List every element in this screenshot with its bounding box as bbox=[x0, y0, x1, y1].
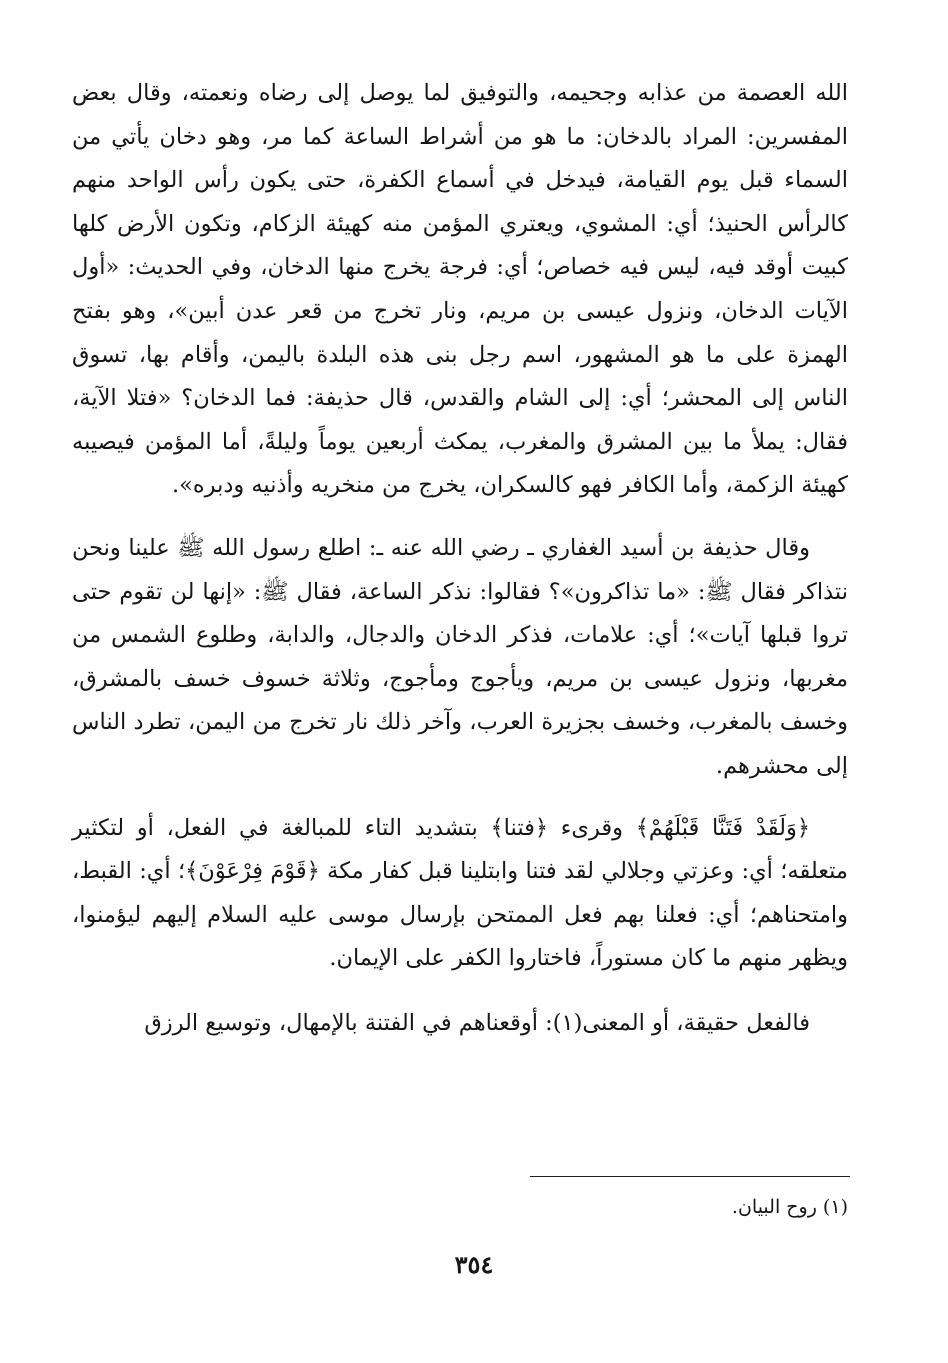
footnote-divider bbox=[530, 1176, 850, 1177]
paragraph-4: فالفعل حقيقة، أو المعنى(١): أوقعناهم في الفتنة بالإمهال، وتوسيع الرزق bbox=[144, 1009, 810, 1036]
main-text-block bbox=[72, 72, 848, 1045]
footnote: (١) روح البيان. bbox=[731, 1196, 848, 1218]
paragraph-3: ﴿وَلَقَدْ فَتَنَّا قَبْلَهُمْ﴾ وقرىء ﴿فتنا﴾ بتشديد التاء للمبالغة في الفعل، أو لتكثير متعلقه؛ أي: وعزتي وجلالي لقد فتنا وابتلينا قبل كفار مكة ﴿قَوْمَ فِرْعَوْنَ﴾؛ أي: القبط، وامتحناهم؛ أي: فعلنا بهم فعل الممتحن بإرسال موسى عليه السلام إليهم ليؤمنوا، ويظهر منهم ما كان مستوراً، فاختاروا الكفر على الإيمان. bbox=[72, 814, 848, 972]
paragraph-2: وقال حذيفة بن أسيد الغفاري ـ رضي الله عنه ـ: اطلع رسول الله ﷺ علينا ونحن نتذاكر فقال ﷺ: «ما تذاكرون»؟ فقالوا: نذكر الساعة، فقال ﷺ: «إنها لن تقوم حتى تروا قبلها آيات»؛ أي: علامات، فذكر الدخان والدجال، والدابة، وطلوع الشمس من مغربها، ونزول عيسى بن مريم، ويأجوج ومأجوج، وثلاثة خسوف خسف بالمشرق، وخسف بالمغرب، وخسف بجزيرة العرب، وآخر ذلك نار تخرج من اليمن، تطرد الناس إلى محشرهم. bbox=[72, 534, 848, 779]
page-number: ٣٥٤ bbox=[454, 1250, 494, 1279]
paragraph-1: الله العصمة من عذابه وجحيمه، والتوفيق لما يوصل إلى رضاه ونعمته، وقال بعض المفسرين: المراد بالدخان: ما هو من أشراط الساعة كما مر، وهو دخان يأتي من السماء قبل يوم القيامة، فيدخل في أسماع الكفرة، حتى يكون رأس الواحد منهم كالرأس الحنيذ؛ أي: المشوي، ويعتري المؤمن منه كهيئة الزكام، وتكون الأرض كلها كبيت أوقد فيه، ليس فيه خصاص؛ أي: فرجة يخرج منها الدخان، وفي الحديث: «أول الآيات الدخان، ونزول عيسى بن مريم، ونار تخرج من قعر عدن أبين»، وهو بفتح الهمزة على ما هو المشهور، اسم رجل بنى هذه البلدة باليمن، وأقام بها، تسوق الناس إلى المحشر؛ أي: إلى الشام والقدس، قال حذيفة: فما الدخان؟ «فتلا الآية، فقال: يملأ ما بين المشرق والمغرب، يمكث أربعين يوماً وليلةً، أما المؤمن فيصيبه كهيئة الزكمة، وأما الكافر فهو كالسكران، يخرج من منخريه وأذنيه ودبره». bbox=[72, 80, 848, 499]
